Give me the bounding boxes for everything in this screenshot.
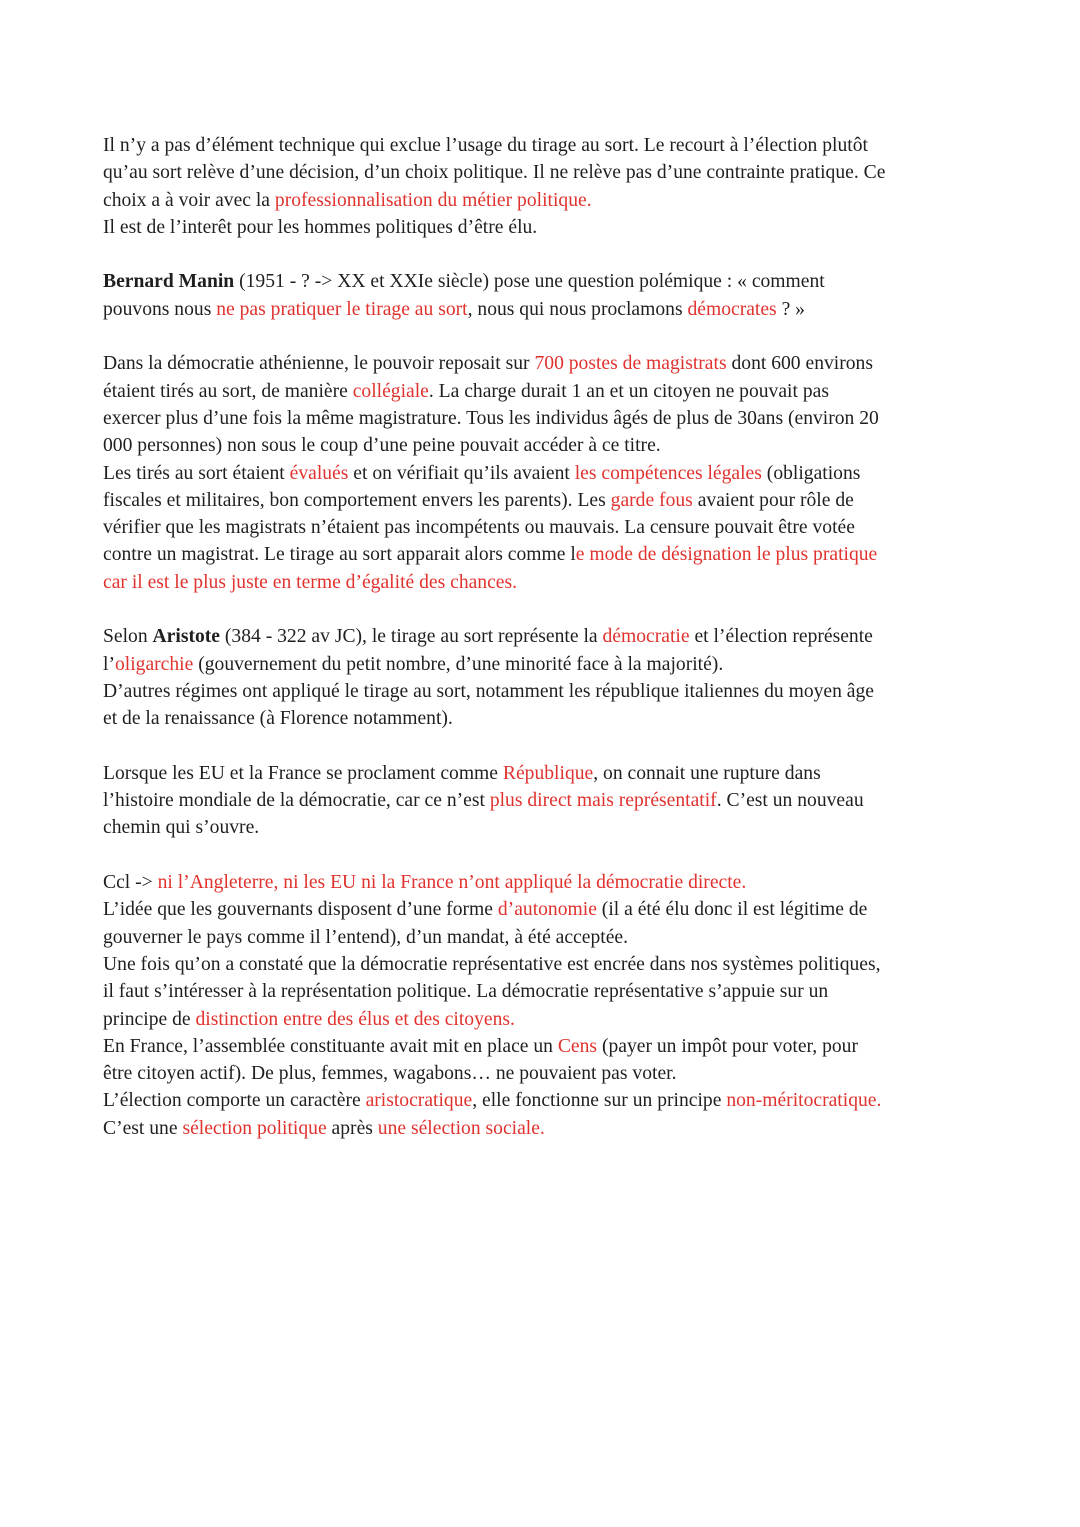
text-run: Les tirés au sort étaient [103,462,290,484]
highlighted-text: ne pas pratiquer le tirage au sort [216,298,468,320]
highlighted-text: démocrates [687,298,777,320]
text-run: Ccl -> [103,872,158,894]
text-line [103,705,983,732]
text-run: (payer un impôt pour voter, pour [597,1035,858,1057]
text-line [103,487,983,514]
text-run: L’élection comporte un caractère [103,1090,366,1112]
text-line [103,978,983,1005]
text-line [103,651,983,678]
text-run: . C’est un nouveau [716,790,864,812]
text-line [103,460,983,487]
text-line [103,1115,983,1142]
bold-name: Bernard Manin [103,271,235,293]
text-run: choix a à voir avec la [103,189,275,211]
text-run: Il n’y a pas d’élément technique qui exclue l’usage du tirage au sort. Le recourt à l’élection plutôt [103,135,868,156]
text-line [103,187,983,214]
text-run: l’histoire mondiale de la démocratie, car ce n’est [103,790,490,812]
text-run: chemin qui s’ouvre. [103,817,260,839]
text-run: qu’au sort relève d’une décision, d’un choix politique. Il ne relève pas d’une contrainte pratique. Ce [103,162,886,184]
highlighted-text: collégiale [352,380,429,402]
text-line [103,924,983,951]
text-run: étaient tirés au sort, de manière [103,380,353,402]
highlighted-text: d’autonomie [497,899,597,921]
text-run: principe de [103,1008,196,1030]
text-line [103,132,983,159]
text-line [103,623,983,650]
text-run: (1951 - ? -> XX et XXIe siècle) pose une question polémique : « comment [234,271,825,293]
highlighted-text: ni l’Angleterre, ni les EU ni la France n’ont appliqué la démocratie directe. [157,872,747,894]
text-run: (384 - 322 av JC), le tirage au sort représente la [220,626,603,648]
bold-name: Aristote [152,626,220,648]
highlighted-text: distinction entre des élus et des citoyens. [195,1008,515,1030]
text-line [103,896,983,923]
text-run: fiscales et militaires, bon comportement envers les parents). Les [103,489,611,511]
text-run: ? » [776,298,805,320]
text-run: exercer plus d’une fois la même magistrature. Tous les individus âgés de plus de 30ans (environ 20 [103,407,879,429]
text-line [103,214,983,241]
text-line [103,378,983,405]
text-line [103,1060,983,1087]
text-run: , on connait une rupture dans [593,762,821,784]
paragraph [103,760,983,842]
text-run: . La charge durait 1 an et un citoyen ne pouvait pas [428,380,829,402]
text-run: 000 personnes) non sous le coup d’une peine pouvait accéder à ce titre. [103,435,661,457]
text-run: et l’élection représente [689,626,873,648]
text-run: (il a été élu donc il est légitime de [596,899,868,921]
highlighted-text: République [502,762,594,784]
text-run: (gouvernement du petit nombre, d’une minorité face à la majorité). [193,653,724,675]
text-line [103,296,983,323]
highlighted-text: oligarchie [114,653,194,675]
paragraph [103,623,983,732]
text-run: après [326,1117,378,1139]
text-line [103,1033,983,1060]
text-run: Dans la démocratie athénienne, le pouvoir reposait sur [103,353,535,375]
text-line [103,541,983,568]
text-run: et de la renaissance (à Florence notamment). [103,708,453,730]
highlighted-text: aristocratique [365,1090,473,1112]
highlighted-text: car il est le plus juste en terme d’égalité des chances. [103,571,518,593]
text-run: Selon [103,626,153,648]
highlighted-text: professionnalisation du métier politique. [274,189,592,211]
text-run: L’idée que les gouvernants disposent d’une forme [103,899,498,921]
text-run: avaient pour rôle de [692,489,854,511]
text-line [103,1087,983,1114]
text-run: C’est une [103,1117,183,1139]
text-run: (obligations [761,462,861,484]
text-line [103,405,983,432]
text-run: être citoyen actif). De plus, femmes, wagabons… ne pouvaient pas voter. [103,1063,677,1085]
text-line [103,814,983,841]
highlighted-text: démocratie [602,626,690,648]
text-line [103,951,983,978]
paragraph [103,350,983,596]
text-run: Lorsque les EU et la France se proclament comme [103,762,503,784]
highlighted-text: évalués [289,462,349,484]
text-run: D’autres régimes ont appliqué le tirage au sort, notamment les république italiennes du moyen âge [103,680,874,702]
highlighted-text: garde fous [610,489,693,511]
text-line [103,350,983,377]
text-run: il faut s’intéresser à la représentation politique. La démocratie représentative s’appuie sur un [103,981,829,1003]
highlighted-text: non-méritocratique. [726,1090,882,1112]
highlighted-text: une sélection sociale. [377,1117,545,1139]
paragraph [103,869,983,1142]
text-line [103,760,983,787]
text-run: l’ [103,653,115,675]
text-run: vérifier que les magistrats n’étaient pas incompétents ou mauvais. La censure pouvait être votée [103,517,855,539]
text-run: Une fois qu’on a constaté que la démocratie représentative est encrée dans nos systèmes politiques, [103,953,881,975]
highlighted-text: sélection politique [182,1117,327,1139]
text-line [103,787,983,814]
highlighted-text: Cens [557,1035,598,1057]
text-run: , nous qui nous proclamons [467,298,688,320]
text-run: En France, l’assemblée constituante avait mit en place un [103,1035,558,1057]
highlighted-text: plus direct mais représentatif [489,790,717,812]
text-run: et on vérifiait qu’ils avaient [348,462,575,484]
text-line [103,432,983,459]
paragraph [103,268,983,323]
text-run: Il est de l’interêt pour les hommes politiques d’être élu. [103,216,538,238]
highlighted-text: les compétences légales [574,462,762,484]
text-run: dont 600 environs [726,353,873,375]
text-line [103,159,983,186]
paragraph [103,132,983,241]
text-line [103,514,983,541]
text-line [103,678,983,705]
highlighted-text: e mode de désignation le plus pratique [575,544,878,566]
text-line [103,569,983,596]
text-line [103,268,983,295]
text-run: gouverner le pays comme il l’entend), d’un mandat, à été acceptée. [103,926,628,948]
highlighted-text: 700 postes de magistrats [534,353,727,375]
text-line [103,1006,983,1033]
document-body [103,132,983,1169]
text-run: contre un magistrat. Le tirage au sort apparait alors comme l [103,544,576,566]
text-run: , elle fonctionne sur un principe [472,1090,727,1112]
text-run: pouvons nous [103,298,217,320]
text-line [103,869,983,896]
